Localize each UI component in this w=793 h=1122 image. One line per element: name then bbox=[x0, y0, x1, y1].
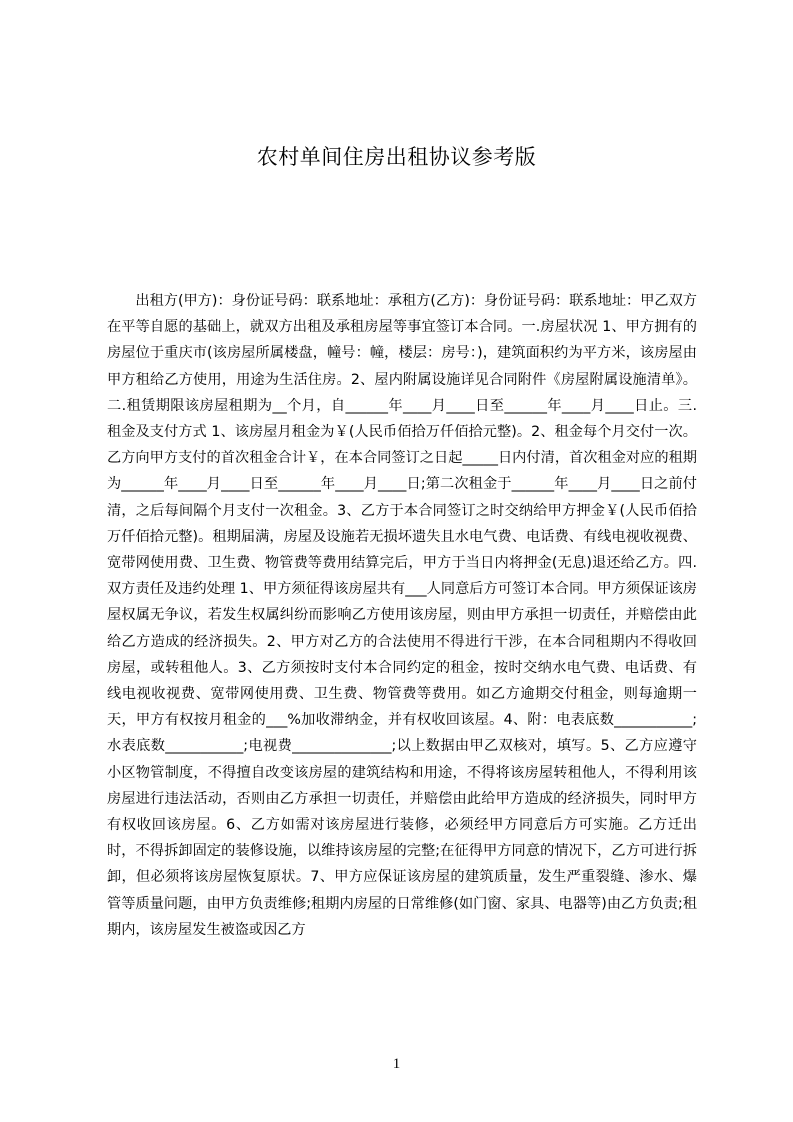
contract-paragraph: 出租方(甲方)：身份证号码：联系地址：承租方(乙方)：身份证号码：联系地址：甲乙双方在平等自愿的基础上，就双方出租及承租房屋等事宜签订本合同。一.房屋状况 1、甲方拥有的房屋位于重庆市(该房屋所属楼盘，幢号：幢，楼层：房号：)，建筑面积约为平方米，该房屋由甲方租给乙方使用，用途为生活住房。2、屋内附属设施详见合同附件《房屋附属设施清单》。二.租赁期限该房屋租期为__个月，自______年____月____日至______年____月____日止。三.租金及支付方式 1、该房屋月租金为￥(人民币佰拾万仟佰拾元整)。2、租金每个月交付一次。乙方向甲方支付的首次租金合计￥，在本合同签订之日起_____日内付清，首次租金对应的租期为______年____月____日至______年____月____日;第二次租金于______年____月____日之前付清，之后每间隔个月支付一次租金。3、乙方于本合同签订之时交纳给甲方押金￥(人民币佰拾万仟佰拾元整)。租期届满，房屋及设施若无损坏遗失且水电气费、电话费、有线电视收视费、宽带网使用费、卫生费、物管费等费用结算完后，甲方于当日内将押金(无息)退还给乙方。四.双方责任及违约处理 1、甲方须征得该房屋共有___人同意后方可签订本合同。甲方须保证该房屋权属无争议，若发生权属纠纷而影响乙方使用该房屋，则由甲方承担一切责任，并赔偿由此给乙方造成的经济损失。2、甲方对乙方的合法使用不得进行干涉，在本合同租期内不得收回房屋，或转租他人。3、乙方须按时支付本合同约定的租金，按时交纳水电气费、电话费、有线电视收视费、宽带网使用费、卫生费、物管费等费用。如乙方逾期交付租金，则每逾期一天，甲方有权按月租金的___%加收滞纳金，并有权收回该屋。4、附：电表底数___________;水表底数___________;电视费______________;以上数据由甲乙双核对，填写。5、乙方应遵守小区物管制度，不得擅自改变该房屋的建筑结构和用途，不得将该房屋转租他人，不得利用该房屋进行违法活动，否则由乙方承担一切责任，并赔偿由此给甲方造成的经济损失，同时甲方有权收回该房屋。6、乙方如需对该房屋进行装修，必须经甲方同意后方可实施。乙方迁出时，不得拆卸固定的装修设施，以维持该房屋的完整;在征得甲方同意的情况下，乙方可进行拆卸，但必须将该房屋恢复原状。7、甲方应保证该房屋的建筑质量，发生严重裂缝、渗水、爆管等质量问题，由甲方负责维修;租期内房屋的日常维修(如门窗、家具、电器等)由乙方负责;租期内，该房屋发生被盗或因乙方 bbox=[107, 293, 697, 938]
document-title: 农村单间住房出租协议参考版 bbox=[256, 145, 537, 169]
page-number: 1 bbox=[392, 1056, 401, 1072]
document-body bbox=[107, 288, 697, 1048]
